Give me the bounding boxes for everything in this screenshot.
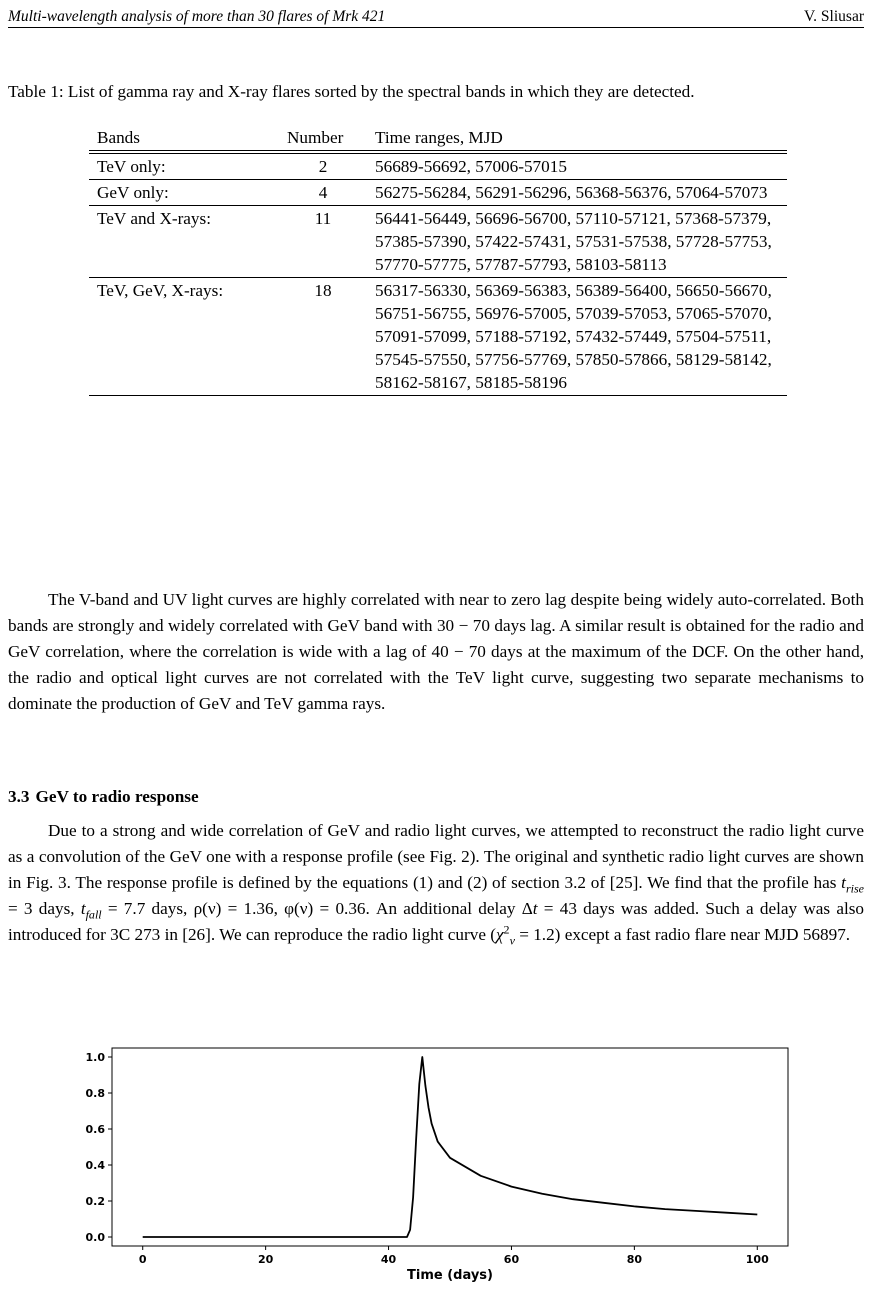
time-range: 57064-57073 — [675, 183, 768, 202]
time-range: 56650-56670, — [675, 281, 772, 300]
time-range: 57422-57431, — [475, 232, 572, 251]
time-range: 57531-57538, — [575, 232, 672, 251]
number-cell: 18 — [314, 281, 332, 300]
response-curve-line — [143, 1057, 758, 1237]
band-cell: TeV, GeV, X-rays: — [97, 281, 224, 300]
table-row — [89, 152, 787, 180]
symbol-chi: χ — [495, 925, 504, 944]
time-ranges-cell — [367, 180, 787, 206]
time-range: 57385-57390, — [375, 232, 471, 251]
y-tick-label: 0.8 — [85, 1087, 105, 1100]
x-tick-label: 0 — [138, 1253, 147, 1266]
x-tick-label: 60 — [503, 1253, 520, 1266]
table-row — [89, 180, 787, 206]
response-profile-chart — [60, 1038, 800, 1288]
time-range: 57368-57379, — [675, 209, 772, 228]
section-heading — [8, 787, 199, 807]
section-number: 3.3 — [8, 787, 30, 806]
time-range: 57728-57753, — [675, 232, 772, 251]
band-cell: TeV only: — [97, 157, 166, 176]
paragraph-response — [8, 818, 864, 948]
superscript-2: 2 — [503, 922, 510, 937]
x-tick-label: 20 — [257, 1253, 274, 1266]
time-range: 57432-57449, — [575, 327, 672, 346]
time-ranges-cell — [367, 278, 787, 396]
running-title: Multi-wavelength analysis of more than 30 flares of Mrk 421 — [8, 8, 386, 25]
flares-table — [89, 124, 787, 396]
text-run: = 3 days, — [8, 899, 81, 918]
time-range: 56689-56692, — [375, 157, 471, 176]
x-tick-label: 80 — [626, 1253, 643, 1266]
time-range: 57770-57775, — [375, 255, 471, 274]
subscript-nu: ν — [509, 933, 515, 948]
header-rule — [8, 27, 864, 28]
time-ranges-cell — [367, 206, 787, 278]
time-range: 58185-58196 — [475, 373, 567, 392]
section-title: GeV to radio response — [35, 787, 199, 806]
time-range: 56291-56296, — [475, 183, 572, 202]
time-range: 57039-57053, — [575, 304, 672, 323]
time-range: 57545-57550, — [375, 350, 471, 369]
time-range: 57065-57070, — [675, 304, 772, 323]
time-range: 56389-56400, — [575, 281, 672, 300]
band-cell: GeV only: — [97, 183, 169, 202]
y-tick-label: 0.6 — [85, 1123, 105, 1136]
time-ranges-cell — [367, 152, 787, 180]
time-range: 56275-56284, — [375, 183, 471, 202]
time-range: 56368-56376, — [575, 183, 672, 202]
time-range: 56369-56383, — [475, 281, 572, 300]
x-axis-label: Time (days) — [407, 1268, 493, 1283]
x-tick-label: 100 — [745, 1253, 769, 1266]
column-header-number: Number — [287, 128, 344, 147]
subscript-fall: fall — [85, 907, 102, 922]
time-range: 57787-57793, — [475, 255, 572, 274]
y-tick-label: 0.0 — [85, 1231, 105, 1244]
x-tick-label: 40 — [380, 1253, 397, 1266]
time-range: 58103-58113 — [575, 255, 667, 274]
subscript-rise: rise — [845, 881, 864, 896]
response-profile-figure — [60, 1038, 800, 1288]
time-range: 57006-57015 — [475, 157, 567, 176]
y-tick-label: 1.0 — [85, 1051, 105, 1064]
text-run: Due to a strong and wide correlation of GeV and radio light curves, we attempted to reconstruct the radio light curve as a convolution of the GeV one with a response profile (see Fig. 2). The original and synthetic radio light curves are shown in Fig. 3. The response profile is defined by the equations (1) and (2) of section 3.2 of [25]. We find that the profile has — [8, 821, 864, 892]
table-header-row — [89, 124, 787, 152]
y-tick-label: 0.4 — [85, 1159, 105, 1172]
column-header-time-ranges: Time ranges, MJD — [375, 128, 503, 147]
symbol-t-delay: t — [532, 899, 538, 918]
running-head — [8, 4, 864, 26]
time-range: 57188-57192, — [475, 327, 572, 346]
y-tick-label: 0.2 — [85, 1195, 105, 1208]
time-range: 56976-57005, — [475, 304, 572, 323]
band-cell: TeV and X-rays: — [97, 209, 211, 228]
time-range: 57850-57866, — [575, 350, 672, 369]
time-range: 57091-57099, — [375, 327, 471, 346]
running-author: V. Sliusar — [803, 8, 864, 25]
paragraph-correlations — [8, 587, 864, 717]
column-header-bands: Bands — [97, 128, 140, 147]
time-range: 57110-57121, — [575, 209, 671, 228]
time-range: 56696-56700, — [475, 209, 572, 228]
time-range: 58129-58142, — [675, 350, 772, 369]
time-range: 56441-56449, — [375, 209, 471, 228]
table-row — [89, 278, 787, 396]
time-range: 57756-57769, — [475, 350, 572, 369]
time-range: 56751-56755, — [375, 304, 471, 323]
paragraph-1-text: The V-band and UV light curves are highly correlated with near to zero lag despite being widely auto-correlated. Both bands are strongly and widely correlated with GeV band with 30 − 70 days lag. A similar result is obtained for the radio and GeV correlation, where the correlation is wide with a lag of 40 − 70 days at the maximum of the DCF. On the other hand, the radio and optical light curves are not correlated with the TeV light curve, suggesting two separate mechanisms to dominate the production of GeV and TeV gamma rays. — [8, 590, 864, 713]
number-cell: 2 — [318, 157, 328, 176]
number-cell: 11 — [314, 209, 332, 228]
time-range: 58162-58167, — [375, 373, 471, 392]
plot-frame — [112, 1048, 788, 1246]
table-caption: Table 1: List of gamma ray and X-ray flares sorted by the spectral bands in which they are detected. — [8, 82, 695, 101]
symbol-t-fall: t — [80, 899, 86, 918]
time-range: 56317-56330, — [375, 281, 471, 300]
time-range: 57504-57511, — [675, 327, 772, 346]
paragraph-2-text — [8, 818, 864, 948]
number-cell: 4 — [318, 183, 328, 202]
text-run: = 1.2) except a fast radio flare near MJD 56897. — [514, 925, 851, 944]
text-run: = 43 days was added. Such a delay was also introduced for 3C 273 in [26]. We can reproduce the radio light curve ( — [8, 899, 865, 944]
symbol-t-rise: t — [841, 873, 846, 892]
table-row — [89, 206, 787, 278]
text-run: = 7.7 days, ρ(ν) = 1.36, φ(ν) = 0.36. An additional delay Δ — [101, 899, 533, 918]
